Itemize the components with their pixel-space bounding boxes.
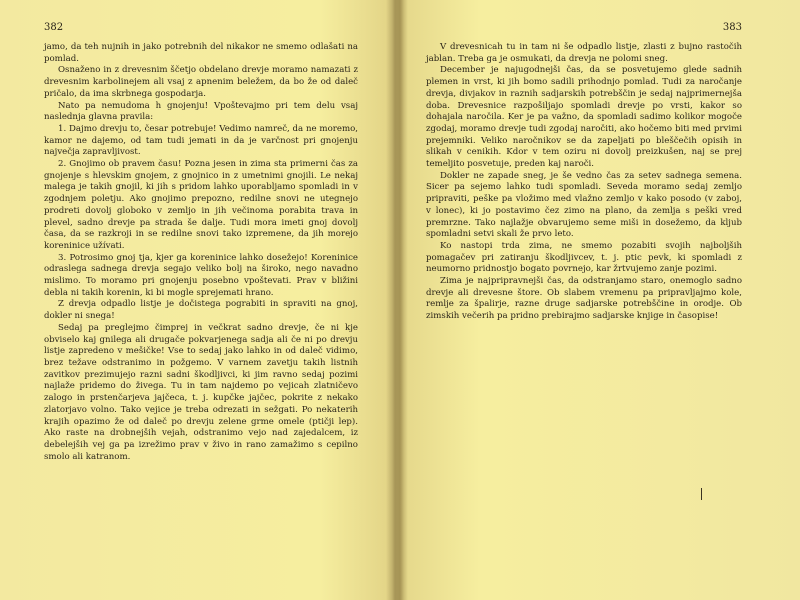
paragraph: jamo, da teh nujnih in jako potrebnih del nikakor ne smemo odlašati na pomlad. — [44, 42, 358, 64]
paragraph: Z drevja odpadlo listje je dočistega pograbiti in spraviti na gnoj, dokler ni snega! — [44, 299, 358, 322]
paragraph: 1. Dajmo drevju to, česar potrebuje! Vedimo namreč, da ne moremo, kamor ne dajemo, od tam tudi jemati in da je varčnost pri gnojenju največja zapravljivost. — [44, 123, 358, 158]
page-number-right: 383 — [722, 22, 742, 33]
paragraph: Osnaženo in z drevesnim ščetjo obdelano drevje moramo namazati z drevesnim karbolinejem ali vsaj z apnenim beležem, da bo že od daleč pričalo, da ima skrbnega gospodarja. — [44, 65, 358, 99]
paragraph: V drevesnicah tu in tam ni še odpadlo listje, zlasti z bujno rastočih jablan. Treba ga je osmukati, da drevja ne polomi sneg. — [426, 42, 742, 64]
paragraph: Zima je najpripravnejši čas, da odstranjamo staro, onemoglo sadno drevje ali drevesne štore. Ob slabem vremenu pa pripravljajmo kole, remlje za špalirje, razne druge sadjarske potrebščine in orodje. Ob zimskih večerih pa pridno prebirajmo sadjarske knjige in časopise! — [426, 276, 742, 322]
paragraph: Ko nastopi trda zima, ne smemo pozabiti svojih najboljših pomagačev pri zatiranju škodljivcev, t. j. ptic pevk, ki spomladi z neumorno pridnostjo bogato povrnejo, kar žrtvujemo zanje pozimi. — [426, 240, 742, 275]
print-mark — [701, 488, 702, 500]
page-number-left: 382 — [44, 22, 64, 33]
paragraph: Sedaj pa preglejmo čimprej in večkrat sadno drevje, če ni kje obviselo kaj gnilega ali drugače pokvarjenega sadja ali če ni po drevju listje zapredeno v mešičke! Vse to sedaj jako lahko in od daleč vidimo, brez težave odstranimo in požgemo. V varnem zavetju takih listnih zavitkov prezimujejo razni sadni škodljivci, ki jim ravno sedaj pozimi najlaže pridemo do živega. Tu in tam najdemo po vejicah zlatničevo zalogo in prstenčarjeva jajčeca, t. j. kupčke jajčec, pokrite z nekako zlatorjavo volno. Tako vejice je treba odrezati in sežgati. Po nekaterih krajih opazimo že od daleč po drevju zelene grme omele (ptičji lep). Ako raste na drobnejših vejah, odstranimo vejo nad zajedalcem, iz debelejših vej ga pa izrežimo prav v živo in rano zamažimo s cepilno smolo ali katranom. — [44, 322, 358, 462]
paragraph: December je najugodnejši čas, da se posvetujemo glede sadnih plemen in vrst, ki jih bomo sadili prihodnjo pomlad. Tudi za naročanje drevja, divjakov in raznih sadjarskih potrebščin je sedaj najprimernejša doba. Drevesnice razpošiljajo spomladi drevje po vrsti, kakor so dohajala naročila. Ker je pa važno, da spomladi sadimo kolikor mogoče zgodaj, moramo drevje tudi zgodaj naročiti, ako hočemo biti med prvimi prejemniki. Veliko naročnikov se da zapeljati po bleščečih opisih in slikah v cenikih. Kdor v tem oziru ni dovolj preizkušen, naj se prej temeljito posvetuje, preden kaj naroči. — [426, 65, 742, 170]
paragraph: 3. Potrosimo gnoj tja, kjer ga koreninice lahko dosežejo! Koreninice odraslega sadnega drevja segajo veliko bolj na široko, nego navadno mislimo. To moramo pri gnojenju posebno vpoštevati. Prav v bližini debla ni takih korenin, ki bi mogle sprejemati hrano. — [44, 252, 358, 298]
left-page-text — [44, 42, 358, 463]
paragraph: Dokler ne zapade sneg, je še vedno čas za setev sadnega semena. Sicer pa sejemo lahko tudi spomladi. Seveda moramo sedaj zemljo pripraviti, peške pa vložimo med vlažno zemljo v kako posodo (v zaboj, v lonec), ki jo postavimo čez zimo na plano, da zemlja s peški vred premrzne. Tako najlažje obvarujemo seme miši in dosežemo, da kljub spomladni setvi skali že prvo leto. — [426, 170, 742, 240]
paragraph: 2. Gnojimo ob pravem času! Pozna jesen in zima sta primerni čas za gnojenje s hlevskim gnojem, z gnojnico in z umetnimi gnojili. Le nekaj malega je takih gnojil, ki jih s pridom lahko uporabljamo spomladi in v zgodnjem poletju. Ako gnojimo prepozno, redilne snovi ne utegnejo prodreti dovolj globoko v zemljo in jih večinoma porabita trava in plevel, sadno drevje pa strada še dalje. Tudi mora imeti gnoj dovolj časa, da se razkroji in se redilne snovi tako izpremene, da jih morejo koreninice užívati. — [44, 159, 358, 251]
book-gutter — [386, 0, 404, 600]
paragraph: Nato pa nemudoma h gnojenju! Vpoštevajmo pri tem delu vsaj naslednja glavna pravila: — [44, 100, 358, 123]
right-page-text — [426, 42, 742, 323]
